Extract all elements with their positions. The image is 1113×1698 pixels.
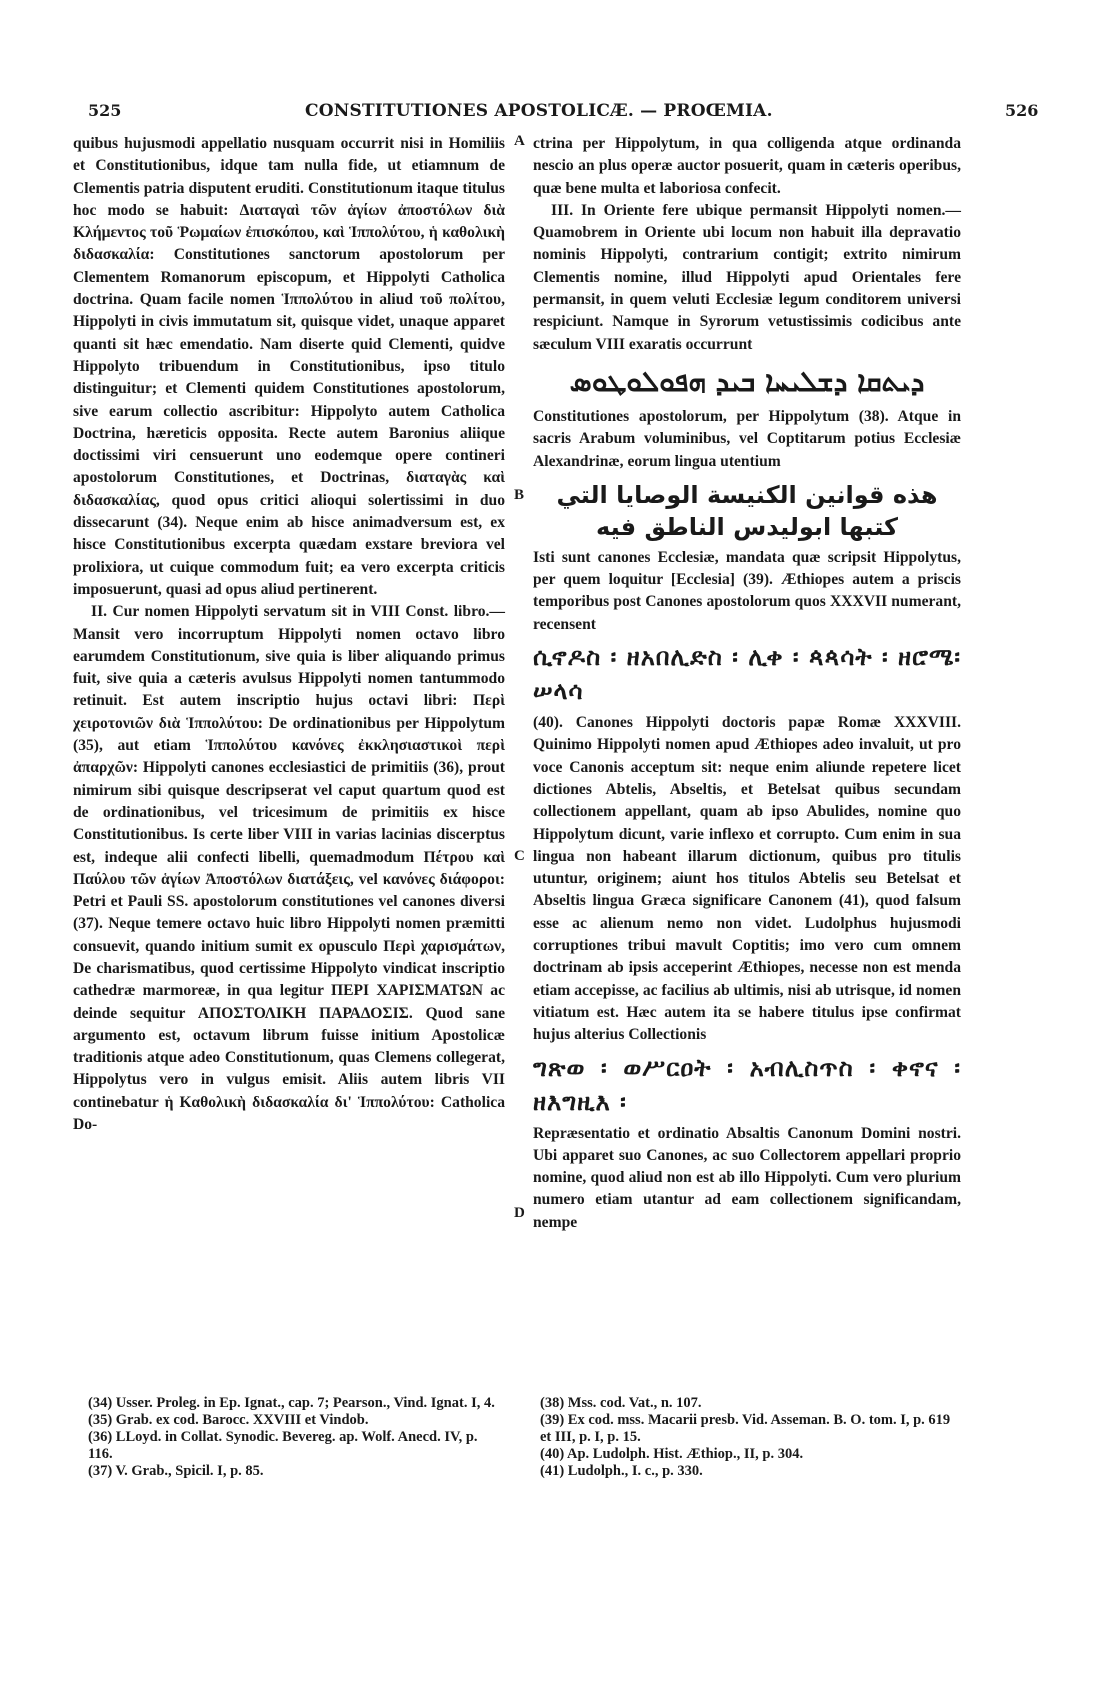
right-paragraph-6: Repræsentatio et ordinatio Absaltis Canonum Domini nostri. Ubi apparet suo Canones, ac suo Collectorem appellari proprio nomine, quod aliud non est ab illo Hippolyti. Cum vero plurium numero etiam utantur ad eam collectionem significandam, nempe (533, 1124, 961, 1231)
right-paragraph-5: (40). Canones Hippolyti doctoris papæ Romæ XXXVIII. Quinimo Hippolyti nomen apud Æthiopes adeo invaluit, ut pro voce Canonis acceptum sit: neque enim aliunde repetere licet dictiones Abtelis, Abseltis, et Betelsat quibus secundam collectionem appellant, quam ab ipso Abulides, nomine quo Hippolytum dicunt, varie inflexo et corrupto. Cum enim in sua lingua non habeant illarum dictionum, quibus pro titulis utuntur, originem; aiunt hos titulos Abtelis seu Betelsat et Abseltis lingua Græca significare Canonem (41), quod falsum esse ac alienum nemo non videt. Ludolphus hujusmodi corruptiones tribui mavult Coptitis; imo vero cum omnem doctrinam ab ipsis acceperint Æthiopes, necesse non est menda etiam accepisse, ac facilius ab ultimis, nisi ab utrisque, id nomen vitiatum est. Hæc autem ita se habere titulus ipse confirmat hujus alterius Collectionis (533, 714, 961, 1044)
running-title: CONSTITUTIONES APOSTOLICÆ. — PROŒMIA. (305, 101, 773, 121)
footnote-36: (36) LLoyd. in Collat. Synodic. Bevereg. ap. Wolf. Anecd. IV, p. 116. (88, 1429, 478, 1462)
right-page-number: 526 (1005, 101, 1039, 120)
arabic-title: هذه قوانين الكنيسة الوصايا التي كتبها ابوليدس الناطق فيه (556, 480, 938, 541)
margin-letter-a: A (514, 133, 525, 149)
right-column (533, 133, 961, 1234)
margin-letter-c: C (514, 848, 525, 864)
footnotes-left (88, 1395, 503, 1480)
left-paragraph-1: quibus hujusmodi appellatio nusquam occurrit nisi in Homiliis et Constitutionibus, idque tam nulla fide, ut etiamnum de Clementis patria disputent eruditi. Constitutionum itaque titulus hoc modo se habuit: Διαταγαὶ τῶν ἁγίων ἀποστόλων διὰ Κλήμεντος τοῦ Ῥωμαίων ἐπισκόπου, καὶ Ἱππολύτου, ἡ καθολικὴ διδασκαλία: Constitutiones sanctorum apostolorum per Clementem Romanorum episcopum, et Hippolyti Catholica doctrina. Quam facile nomen Ἱππολύτου in aliud τοῦ πολίτου, Hippolyti in civis immutatum sit, quisque videt, unaque apparet quanti sit hæc emendatio. Nam diserte quid Clementi, quidve Hippolyto tribuendum in Constitutionibus, ipso titulo distinguitur; et Clementi quidem Constitutiones apostolorum, sive earum collectio ascribitur: Hippolyto autem Catholica Doctrina, hæreticis opposita. Recte autem Baronius aliique doctissimi viri censuerunt uno eodemque opere contineri apostolorum Constitutiones, et Doctrinas, διαταγὰς καὶ διδασκαλίας, quod opus critici alioqui solertissimi in duo dissecarunt (34). Neque enim ab hisce animadversum est, ex hisce Constitutionibus excerpta quædam exstare breviora vel prolixiora, ut cuique commodum fuit; ea vero excerpta criticis imposuerunt, quasi ad opus aliud pertinerent. (73, 135, 505, 598)
margin-letter-b: B (514, 487, 525, 503)
ethiopic-title-1: ሲኖዶስ ፡ ዘአበሊድስ ፡ ሊቀ ፡ ጳጳሳት ፡ ዘሮሜ፡ሠላሳ (533, 643, 961, 706)
footnote-37: (37) V. Grab., Spicil. I, p. 85. (88, 1463, 264, 1479)
margin-letter-d: D (514, 1205, 525, 1221)
footnotes-right (540, 1395, 960, 1480)
footnote-41: (41) Ludolph., I. c., p. 330. (540, 1463, 703, 1479)
footnote-40: (40) Ap. Ludolph. Hist. Æthiop., II, p. 304. (540, 1446, 804, 1462)
footnote-35: (35) Grab. ex cod. Barocc. XXVIII et Vindob. (88, 1412, 369, 1428)
footnote-38: (38) Mss. cod. Vat., n. 107. (540, 1395, 702, 1411)
right-paragraph-1: ctrina per Hippolytum, in qua colligenda atque ordinanda nescio an plus operæ auctor posuerit, quam in cæteris operibus, quæ bene multa et laboriosa confecit. (533, 135, 961, 197)
right-paragraph-2: III. In Oriente fere ubique permansit Hippolyti nomen.—Quamobrem in Oriente ubi locum non habuit illa depravatio nominis Hippolyti, contrarium contigit; extrito nimirum Clementis nomine, illud Hippolyti apud Orientales fere permansit, in quem veluti Ecclesiæ legum conditorem universi respiciunt. Namque in Syrorum vetustissimis codicibus ante sæculum VIII exaratis occurrunt (533, 201, 961, 353)
footnote-39: (39) Ex cod. mss. Macarii presb. Vid. Asseman. B. O. tom. I, p. 619 et III, p. I, p. 15. (540, 1412, 951, 1445)
running-header (0, 101, 1113, 127)
left-paragraph-2: II. Cur nomen Hippolyti servatum sit in VIII Const. libro.—Mansit vero incorruptum Hippolyti nomen octavo libro earumdem Constitutionum, sive quia is liber aliquando primus fuit, sive quia a cæteris avulsus Hippolyti nomen tantummodo retinuit. Est autem inscriptio hujus octavi libri: Περὶ χειροτονιῶν διὰ Ἱππολύτου: De ordinationibus per Hippolytum (35), aut etiam Ἱππολύτου κανόνες ἐκκλησιαστικοὶ περὶ ἀπαρχῶν: Hippolyti canones ecclesiastici de primitiis (36), prout nimirum sibi quisque descripserat vel caput quartum quod est de ordinationibus, vel tricesimum de primitiis ex hisce Constitutionibus. Is certe liber VIII in varias lacinias discerptus est, indeque alii confecti libelli, quemadmodum Πέτρου καὶ Παύλου τῶν ἁγίων Ἀποστόλων διατάξεις, vel κανόνες διάφοροι: Petri et Pauli SS. apostolorum constitutiones vel canones diversi (37). Neque temere octavo huic libro Hippolyti nomen præmitti consuevit, quando initium sumit ex opusculo Περὶ χαρισμάτων, De charismatibus, quod certissime Hippolyto vindicat inscriptio cathedræ marmoreæ, in qua legitur ΠΕΡΙ ΧΑΡΙΣΜΑΤΩΝ ac deinde sequitur ΑΠΟΣΤΟΛΙΚΗ ΠΑΡΑΔΟΣΙΣ. Quod sane argumento est, octavum librum fuisse initium Apostolicæ traditionis atque adeo Constitutionum, quas Clemens collegerat, Hippolytus vero in vulgus emisit. Aliis autem libris VII continebatur ἡ Καθολικὴ διδασκαλία δι' Ἱππολύτου: Catholica Do- (73, 603, 505, 1134)
left-column (73, 133, 505, 1136)
left-page-number: 525 (88, 101, 122, 120)
footnote-34: (34) Usser. Proleg. in Ep. Ignat., cap. 7; Pearson., Vind. Ignat. I, 4. (88, 1395, 495, 1411)
ethiopic-title-2: ግጽወ ፡ ወሥርዐት ፡ አብሊስጥስ ፡ ቀኖና ፡ ዘእግዚእ ፡ (533, 1053, 961, 1116)
syriac-title: ܕܝܬܩܐ ܕܫܠܝܚܐ ܒܝܕ ܗܦܘܠܘܛܘܣ (569, 364, 925, 398)
right-paragraph-4: Isti sunt canones Ecclesiæ, mandata quæ scripsit Hippolytus, per quem loquitur [Ecclesia] (39). Æthiopes autem a priscis temporibus post Canones apostolorum quos XXXVII numerant, recensent (533, 548, 961, 633)
right-paragraph-3: Constitutiones apostolorum, per Hippolytum (38). Atque in sacris Arabum voluminibus, vel Coptitarum potius Ecclesiæ Alexandrinæ, eorum lingua utentium (533, 407, 961, 470)
